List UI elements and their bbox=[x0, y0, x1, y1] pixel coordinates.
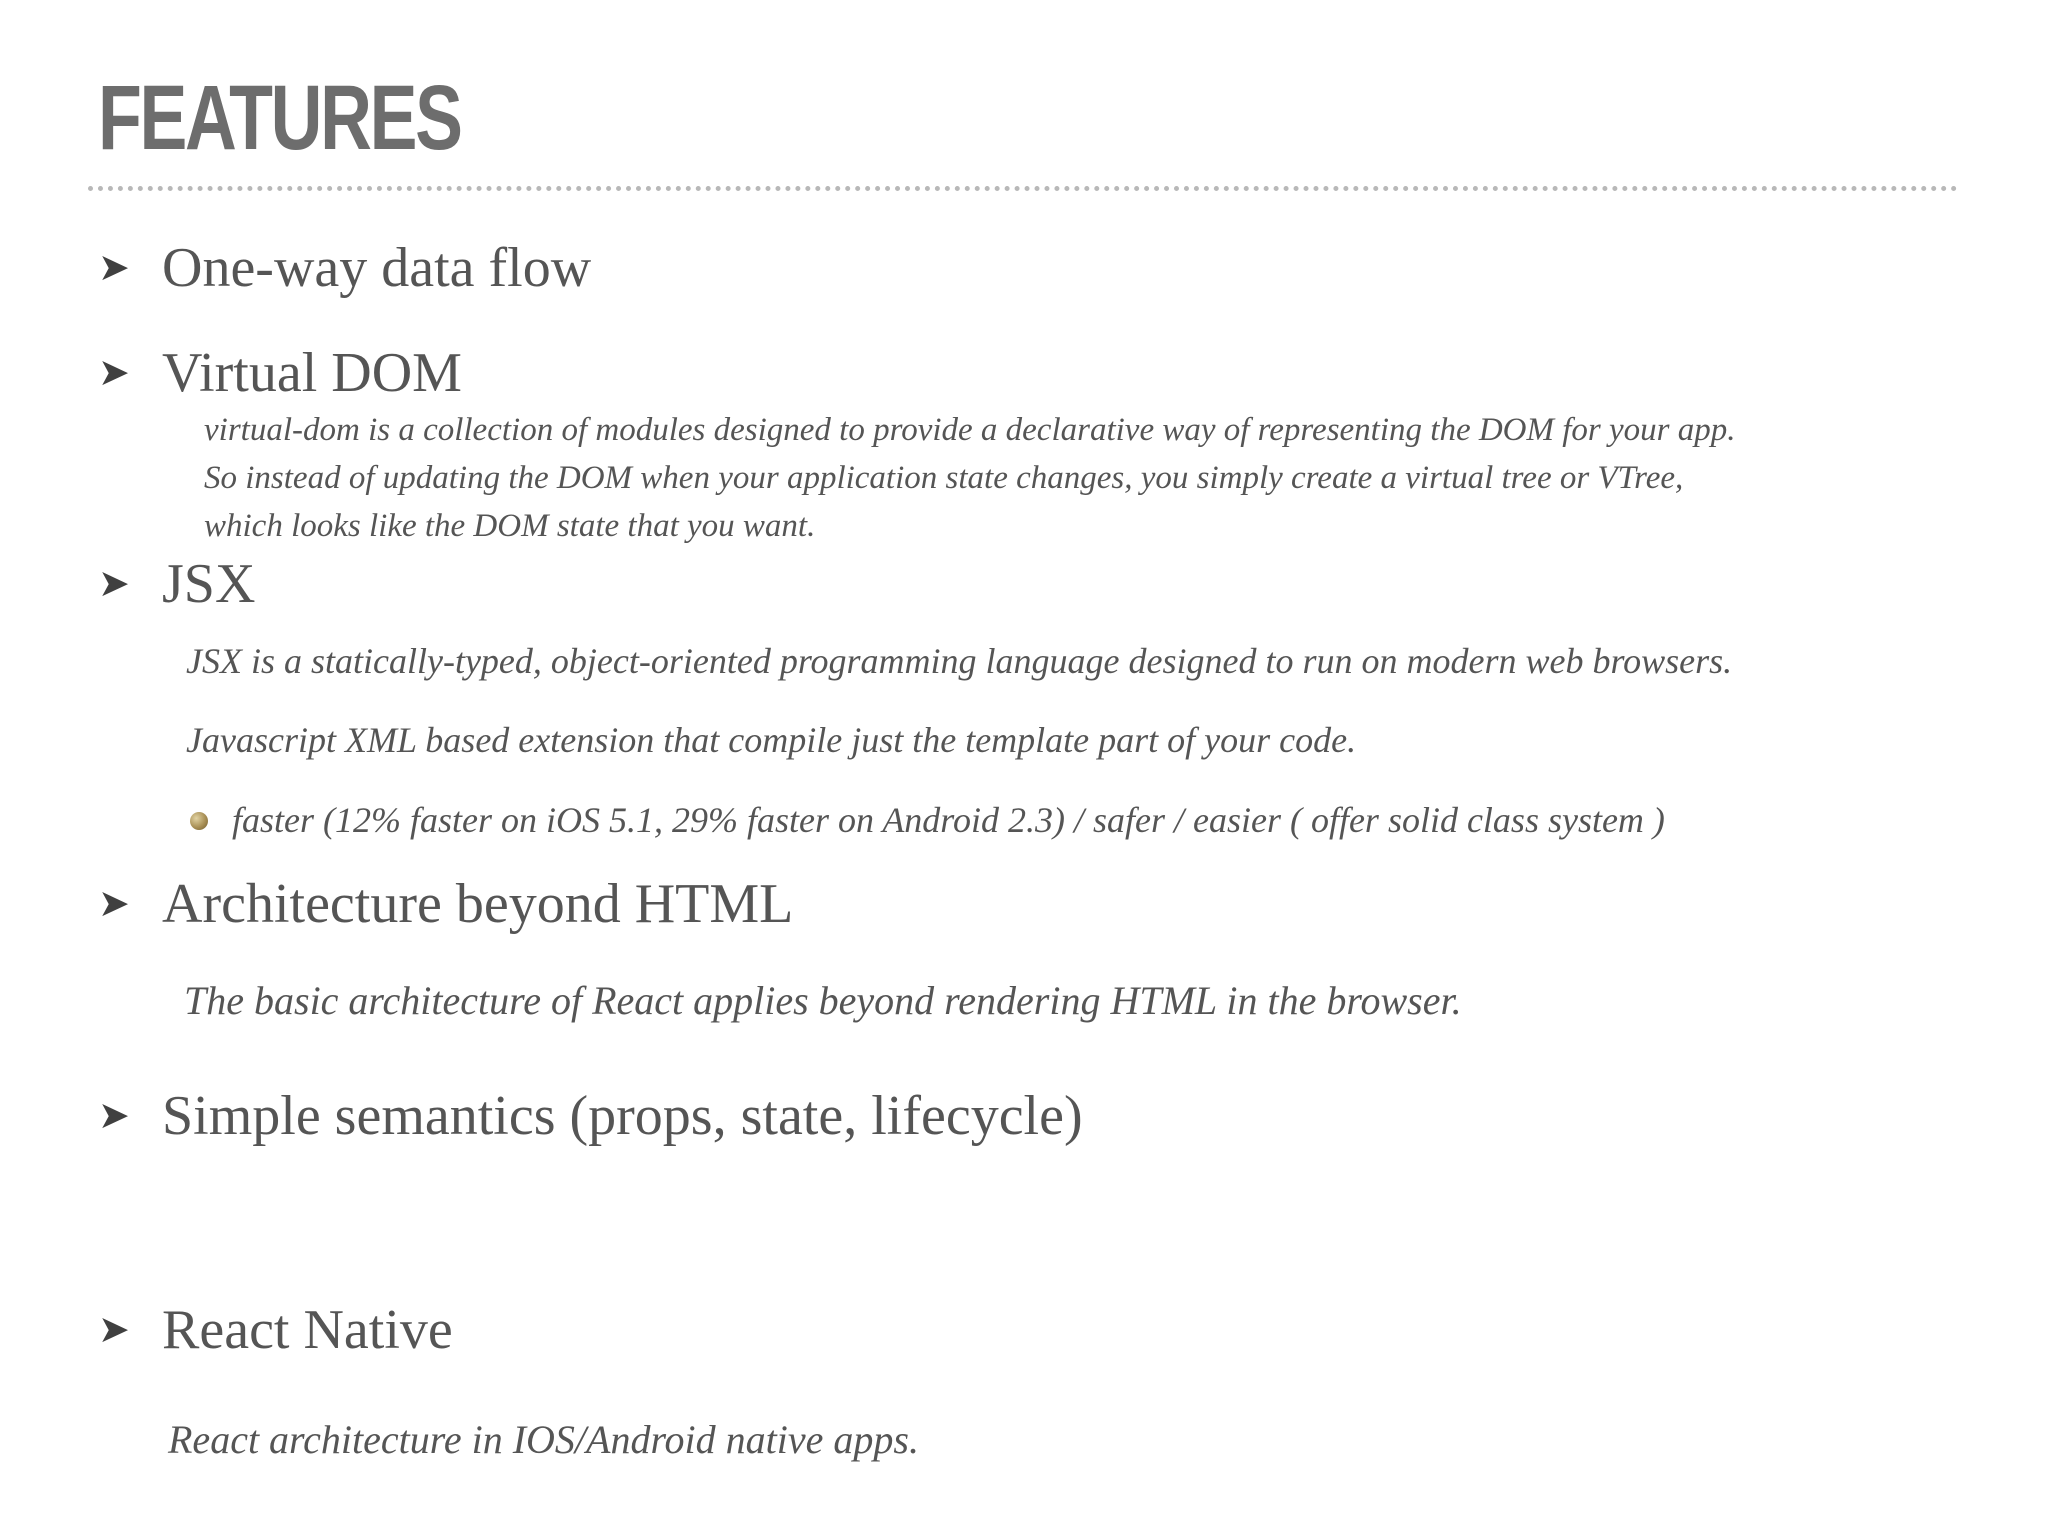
feature-bullet-architecture-beyond-html bbox=[98, 873, 794, 935]
feature-description: React architecture in IOS/Android native apps. bbox=[168, 1417, 919, 1462]
feature-heading: JSX bbox=[162, 553, 256, 615]
sub-bullet-dot-icon bbox=[190, 812, 208, 830]
arrowhead-right-icon: ➤ bbox=[98, 881, 130, 925]
arrowhead-right-icon: ➤ bbox=[98, 245, 130, 289]
sub-bullet-text: faster (12% faster on iOS 5.1, 29% faster on Android 2.3) / safer / easier ( offer solid class system ) bbox=[232, 800, 1665, 840]
feature-heading: One-way data flow bbox=[162, 237, 592, 299]
feature-heading: React Native bbox=[162, 1299, 453, 1361]
feature-description: The basic architecture of React applies beyond rendering HTML in the browser. bbox=[184, 978, 1462, 1023]
arrowhead-right-icon: ➤ bbox=[98, 561, 130, 605]
description-line: virtual-dom is a collection of modules designed to provide a declarative way of representing the DOM for your app. bbox=[204, 412, 1736, 448]
feature-bullet-jsx bbox=[98, 553, 256, 615]
slide-title: FEATURES bbox=[98, 67, 461, 169]
feature-heading: Virtual DOM bbox=[162, 342, 462, 404]
feature-bullet-virtual-dom bbox=[98, 342, 462, 404]
description-line: which looks like the DOM state that you want. bbox=[204, 508, 816, 544]
feature-heading: Simple semantics (props, state, lifecycle) bbox=[162, 1085, 1083, 1147]
feature-bullet-simple-semantics bbox=[98, 1085, 1083, 1147]
arrowhead-right-icon: ➤ bbox=[98, 350, 130, 394]
feature-description bbox=[204, 406, 1736, 550]
feature-description: JSX is a statically-typed, object-oriented programming language designed to run on modern web browsers. bbox=[186, 641, 1733, 681]
arrowhead-right-icon: ➤ bbox=[98, 1093, 130, 1137]
feature-bullet-react-native bbox=[98, 1299, 453, 1361]
dotted-divider bbox=[88, 186, 1958, 191]
feature-heading: Architecture beyond HTML bbox=[162, 873, 794, 935]
feature-description: Javascript XML based extension that compile just the template part of your code. bbox=[186, 720, 1357, 760]
arrowhead-right-icon: ➤ bbox=[98, 1307, 130, 1351]
feature-bullet-one-way-data-flow bbox=[98, 237, 592, 299]
description-line: So instead of updating the DOM when your application state changes, you simply create a virtual tree or VTree, bbox=[204, 460, 1684, 496]
